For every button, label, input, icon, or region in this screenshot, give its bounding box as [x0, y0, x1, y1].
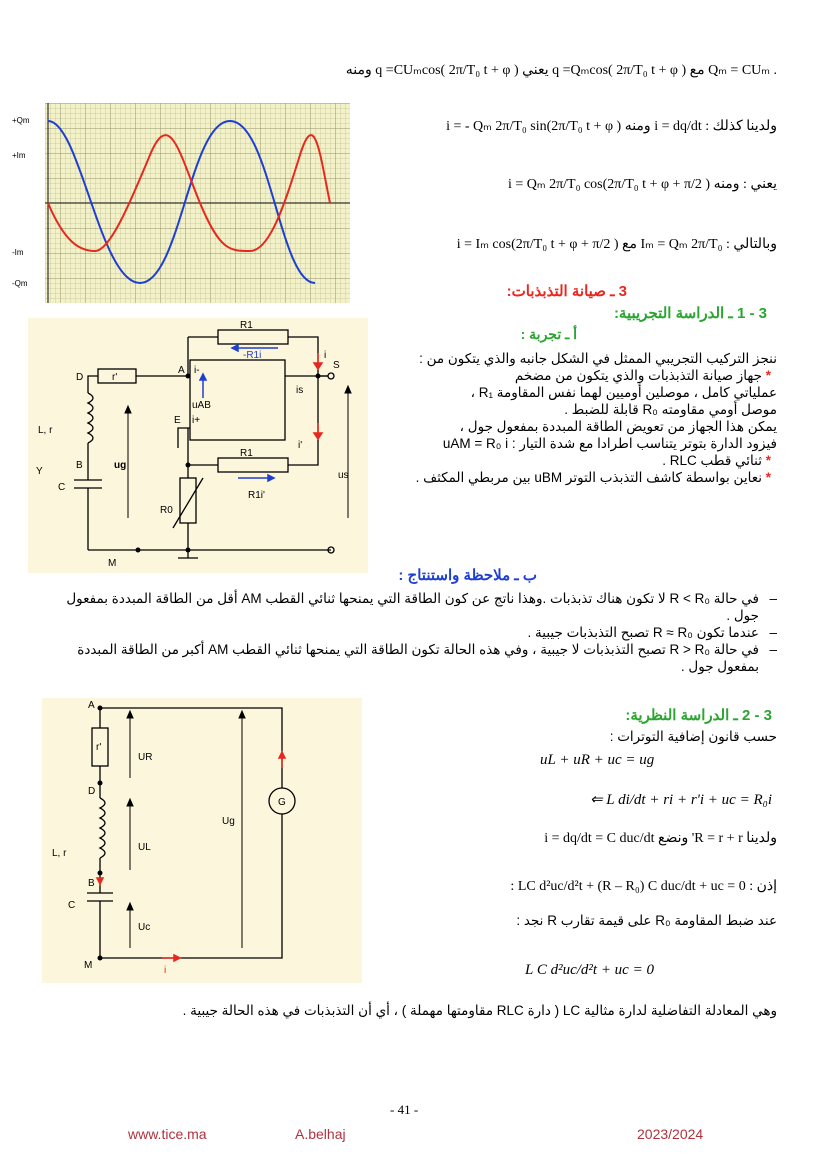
label: D — [76, 372, 84, 383]
subsection-experimental: 3 - 1 ـ الدراسة التجريبية: — [613, 305, 767, 322]
theory-eq-3: ولدينا R = r + r' ونضع i = dq/dt = C duc/dt — [544, 831, 777, 846]
observation-item — [47, 624, 777, 641]
resistor-r1-bottom — [218, 458, 288, 472]
experiment-text — [357, 350, 777, 486]
label: L, r — [52, 848, 67, 859]
label: Uc — [138, 922, 151, 933]
theory-eq-4: إذن : LC d²uc/d²t + (R – R₀) C duc/dt + uc = 0 : — [510, 879, 777, 894]
label: Ug — [222, 816, 235, 827]
page-number: - 41 - — [390, 1102, 419, 1117]
observation-item — [47, 590, 777, 624]
observation-list — [47, 590, 777, 675]
label: UL — [138, 842, 151, 853]
footer-author: A.belhaj — [295, 1126, 346, 1142]
footer-site: www.tice.ma — [128, 1126, 207, 1142]
label-minus-qm: -Qm — [12, 279, 28, 288]
dash-icon: – — [769, 591, 777, 606]
inductor-coil — [100, 798, 105, 858]
equation-text: يعني : ومنه i = Qₘ 2π/T₀ cos(2π/T₀ t + φ + π/2 ) — [507, 177, 777, 192]
theory-eq-1: uL + uR + uc = ug — [540, 752, 655, 768]
theory-eq-5: L C d²uc/d²t + uc = 0 — [525, 962, 654, 978]
label: G — [278, 797, 286, 808]
observation-text: في حالة R > R₀ تصبح التذبذبات لا جيبية ، وفي هذه الحالة تكون الطاقة التي يمنحها ثنائي القطب AM أكبر من الطاقة المبددة بمفعول جول . — [77, 642, 759, 674]
label: uAB — [192, 400, 211, 411]
label: i — [164, 965, 167, 976]
theory-intro: حسب قانون إضافية التوترات : — [609, 729, 777, 744]
theory-conclusion: وهي المعادلة التفاضلية لدارة مثالية LC ( دارة RLC مقاومتها مهملة ) ، أي أن التذبذبات في هذه الحالة جيبية . — [182, 1003, 777, 1018]
label: i- — [194, 365, 200, 376]
label: R0 — [160, 505, 173, 516]
section-title: 3 ـ صيانة التذبذبات: — [506, 283, 627, 300]
rlc-circuit-diagram — [42, 698, 362, 983]
bullet-star-icon: * — [761, 453, 771, 468]
paragraph: يمكن هذا الجهاز من تعويض الطاقة المبددة بمفعول جول ، — [459, 419, 777, 434]
label: L, r — [38, 425, 53, 436]
bullet-item — [357, 367, 777, 384]
paragraph: موصل أومي مقاومته R₀ قابلة للضبط . — [564, 402, 777, 417]
paragraph: عملياتي كامل ، موصلين أوميين لهما نفس المقاومة R₁ ، — [470, 385, 777, 400]
label: C — [58, 482, 66, 493]
label: r' — [96, 742, 102, 753]
label: S — [333, 360, 340, 371]
footer-year: 2023/2024 — [637, 1126, 704, 1142]
circuit-svg — [28, 318, 368, 573]
label: B — [88, 878, 95, 889]
bullet-star-icon: * — [761, 368, 771, 383]
equation-text: . Qₘ = CUₘ مع q =Qₘcos( 2π/T₀ t + φ ) يعني q =CUₘcos( 2π/T₀ t + φ ) ومنه — [345, 63, 777, 78]
label-minus-im: -Im — [12, 248, 24, 257]
graph-svg — [10, 103, 350, 303]
dash-icon: – — [769, 642, 777, 657]
label: i — [324, 350, 327, 361]
bullet-star-icon: * — [761, 470, 771, 485]
bullet-text: جهاز صيانة التذبذبات والذي يتكون من مضخم — [514, 368, 762, 383]
label: R1i' — [248, 490, 265, 501]
label-plus-qm: +Qm — [12, 116, 30, 125]
experiment-title: أ ـ تجربة : — [520, 326, 577, 342]
observation-title: ب ـ ملاحظة واستنتاج : — [398, 567, 537, 584]
paragraph: ننجز التركيب التجريبي الممثل في الشكل جانبه والذي يتكون من : — [419, 351, 777, 366]
label: A — [178, 365, 185, 376]
label: R1 — [240, 448, 253, 459]
bullet-item — [357, 452, 777, 469]
label: -R1i — [243, 350, 262, 361]
equation-line-1 — [57, 62, 777, 79]
resistor-r1-top — [218, 330, 288, 344]
label: D — [88, 786, 96, 797]
circuit2-svg — [42, 698, 362, 983]
label: M — [84, 960, 93, 971]
subsection-theory: 3 - 2 ـ الدراسة النظرية: — [625, 707, 772, 724]
label: E — [174, 415, 181, 426]
observation-item — [47, 641, 777, 675]
equation-text: وبالتالي : Iₘ = Qₘ 2π/T₀ مع i = Iₘ cos(2π/T₀ t + φ + π/2 ) — [456, 237, 777, 252]
resistor-r0 — [180, 478, 196, 523]
label: A — [88, 700, 95, 711]
label: ug — [114, 460, 127, 471]
bullet-text: ثنائي قطب RLC . — [662, 453, 762, 468]
observation-text: عندما تكون R ≈ R₀ تصبح التذبذبات جيبية . — [527, 625, 759, 640]
label: B — [76, 460, 83, 471]
label: r' — [112, 372, 118, 383]
label: UR — [138, 752, 153, 763]
label: Y — [36, 466, 43, 477]
label: is — [296, 385, 304, 396]
dash-icon: – — [769, 625, 777, 640]
bullet-text: نعاين بواسطة كاشف التذبذب التوتر uBM بين مربطي المكثف . — [415, 470, 762, 485]
maintenance-circuit-diagram — [28, 318, 368, 573]
label: i' — [298, 440, 303, 451]
label: M — [108, 558, 117, 569]
equation-line-2 — [317, 118, 777, 135]
theory-note: عند ضبط المقاومة R₀ على قيمة تقارب R نجد : — [516, 913, 777, 928]
bullet-item — [357, 469, 777, 486]
equation-line-4 — [317, 236, 777, 253]
label: i+ — [192, 415, 201, 426]
label: R1 — [240, 320, 253, 331]
observation-text: في حالة R < R₀ لا تكون هناك تذبذبات .وهذا ناتج عن كون الطاقة التي يمنحها ثنائي القطب AM أقل من الطاقة المبددة بمفعول جول . — [66, 591, 759, 623]
paragraph: فيزود الدارة بتوتر يتناسب اطرادا مع شدة التيار : uAM = R₀ i — [442, 436, 777, 451]
equation-line-3 — [357, 176, 777, 193]
charge-current-graph — [10, 103, 350, 303]
theory-eq-2: L di/dt + ri + r'i + uc = R₀i ⇐ — [589, 792, 772, 808]
label: C — [68, 900, 76, 911]
equation-text: ولدينا كذلك : i = dq/dt ومنه i = - Qₘ 2π/T₀ sin(2π/T₀ t + φ ) — [446, 119, 777, 134]
inductor-coil — [88, 393, 93, 443]
label-plus-im: +Im — [12, 151, 26, 160]
label: us — [338, 470, 349, 481]
